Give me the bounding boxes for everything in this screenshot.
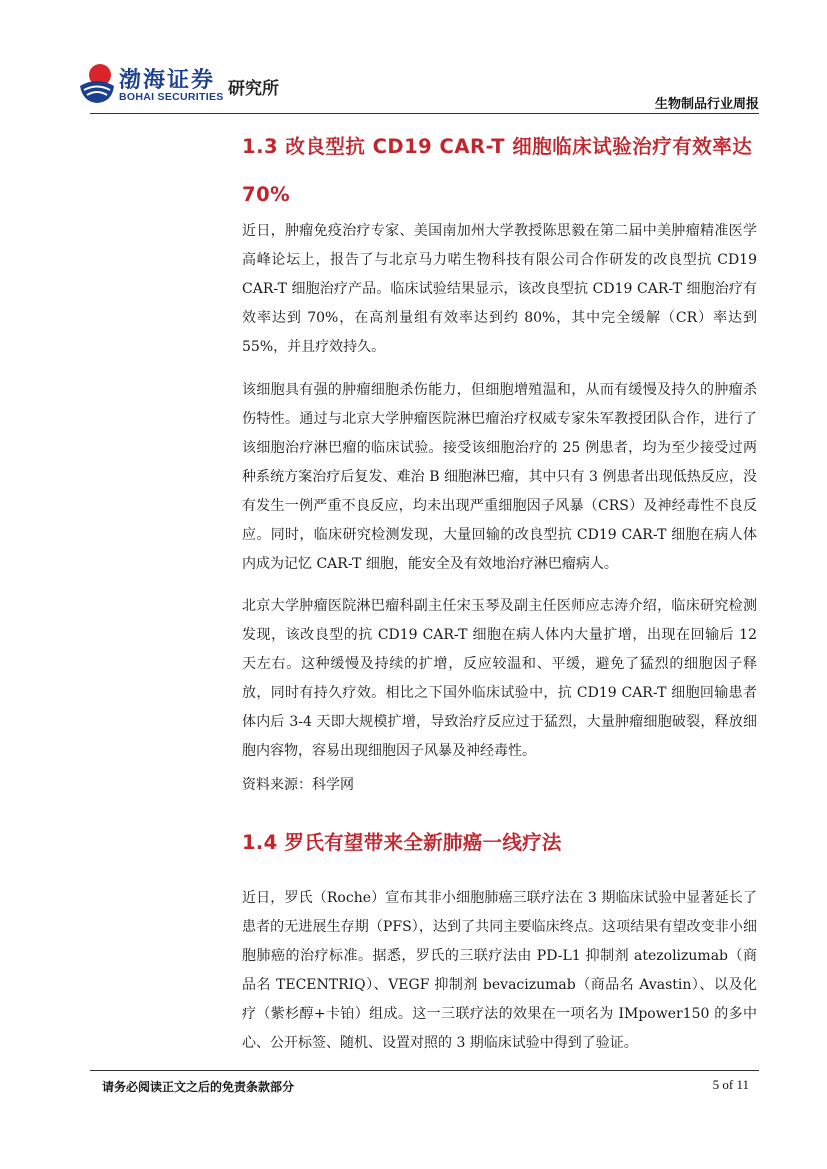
page-header: [0, 0, 827, 116]
paragraph: 近日，罗氏（Roche）宣布其非小细胞肺癌三联疗法在 3 期临床试验中显著延长了患者的无进展生存期（PFS），达到了共同主要临床终点。这项结果有望改变非小细胞肺癌的治疗标准。据悉，罗氏的三联疗法由 PD-L1 抑制剂 atezolizumab（商品名 TECENTRIQ）、VEGF 抑制剂 bevacizumab（商品名 Avastin）、以及化疗（紫杉醇+卡铂）组成。这一三联疗法的效果在一项名为 IMpower150 的多中心、公开标签、随机、设置对照的 3 期临床试验中得到了验证。: [242, 890, 757, 1051]
bohai-logo-icon: [78, 62, 116, 104]
page-number: 5 of 11: [712, 1077, 749, 1092]
paragraph: 北京大学肿瘤医院淋巴瘤科副主任宋玉琴及副主任医师应志涛介绍，临床研究检测发现，该改良型的抗 CD19 CAR-T 细胞在病人体内大量扩增，出现在回输后 12 天左右。这种缓慢及持续的扩增，反应较温和、平缓，避免了猛烈的细胞因子释放，同时有持久疗效。相比之下国外临床试验中，抗 CD19 CAR-T 细胞回输患者体内后 3-4 天即大规模扩增，导致治疗反应过于猛烈，大量肿瘤细胞破裂，释放细胞内容物，容易出现细胞因子风暴及神经毒性。: [242, 598, 757, 759]
research-institute-label: 研究所: [228, 79, 279, 99]
section-heading-1-4: 1.4 罗氏有望带来全新肺癌一线疗法: [242, 831, 562, 854]
paragraph: 近日，肿瘤免疫治疗专家、美国南加州大学教授陈思毅在第二届中美肿瘤精准医学高峰论坛上，报告了与北京马力喏生物科技有限公司合作研发的改良型抗 CD19 CAR-T 细胞治疗产品。临床试验结果显示，该改良型抗 CD19 CAR-T 细胞治疗有效率达到 70%，在高剂量组有效率达到约 80%，其中完全缓解（CR）率达到 55%，并且疗效持久。: [242, 223, 757, 355]
logo-english-name: BOHAI SECURITIES: [119, 91, 224, 103]
report-title: 生物制品行业周报: [654, 97, 759, 112]
header-divider: [90, 113, 759, 114]
logo-chinese-name: 渤海证券: [119, 68, 216, 93]
paragraph: 该细胞具有强的肿瘤细胞杀伤能力，但细胞增殖温和，从而有缓慢及持久的肿瘤杀伤特性。通过与北京大学肿瘤医院淋巴瘤治疗权威专家朱军教授团队合作，进行了该细胞治疗淋巴瘤的临床试验。接受该细胞治疗的 25 例患者，均为至少接受过两种系统方案治疗后复发、难治 B 细胞淋巴瘤，其中只有 3 例患者出现低热反应，没有发生一例严重不良反应，均未出现严重细胞因子风暴（CRS）及神经毒性不良反应。同时，临床研究检测发现，大量回输的改良型抗 CD19 CAR-T 细胞在病人体内成为记忆 CAR-T 细胞，能安全及有效地治疗淋巴瘤病人。: [242, 382, 757, 572]
section-heading-1-3: 1.3 改良型抗 CD19 CAR-T 细胞临床试验治疗有效率达 70%: [242, 135, 753, 206]
source-note: 资料来源：科学网: [242, 777, 354, 793]
disclaimer-note: 请务必阅读正文之后的免责条款部分: [102, 1080, 295, 1094]
footer-divider: [90, 1070, 759, 1071]
